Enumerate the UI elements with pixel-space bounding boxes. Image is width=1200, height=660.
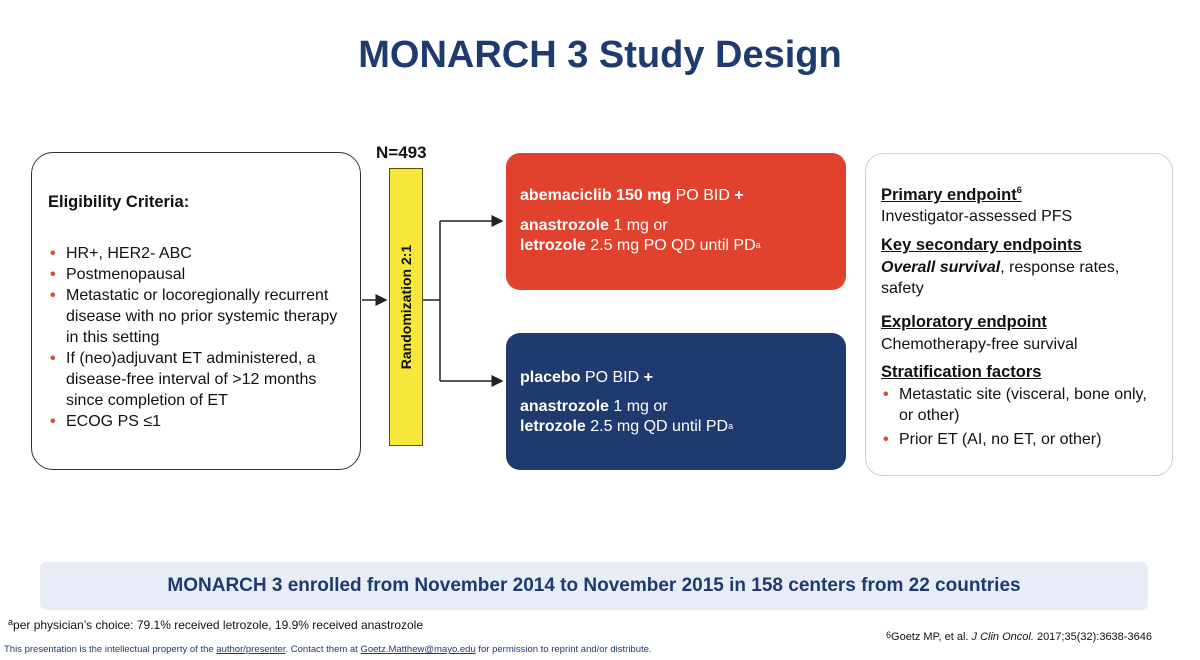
eligibility-item: • Postmenopausal xyxy=(50,266,186,283)
bullet-icon: • xyxy=(883,431,889,448)
bullet-icon: • xyxy=(50,287,56,304)
arm2-line1: placebo PO BID + xyxy=(520,369,653,386)
eligibility-heading: Eligibility Criteria: xyxy=(48,193,190,211)
bullet-icon: • xyxy=(883,386,889,403)
exploratory-endpoint-text: Chemotherapy-free survival xyxy=(881,336,1078,353)
bullet-icon: • xyxy=(50,266,56,283)
slide-title: MONARCH 3 Study Design xyxy=(358,34,842,76)
stratification-item: • Prior ET (AI, no ET, or other) xyxy=(883,431,1102,448)
randomization-label: Randomization 2:1 xyxy=(398,244,414,370)
eligibility-item: • HR+, HER2- ABC xyxy=(50,245,192,262)
ip-notice: This presentation is the intellectual property of the author/presenter. Contact them at Goetz.Matthew@mayo.edu for permission to reprint and/or distribute. xyxy=(4,644,652,655)
primary-endpoint-text: Investigator-assessed PFS xyxy=(881,208,1073,225)
email-link[interactable]: Goetz.Matthew@mayo.edu xyxy=(360,644,476,655)
citation: $^6$Goetz MP, et al. J Clin Oncol. 2017;35(32):3638-3646 xyxy=(886,630,1152,643)
sample-size-label: N=493 xyxy=(376,143,427,162)
treatment-arm-abemaciclib xyxy=(506,153,846,290)
eligibility-item: • ECOG PS ≤1 xyxy=(50,413,162,430)
secondary-endpoints-heading: Key secondary endpoints xyxy=(881,236,1082,254)
eligibility-item: • Metastatic or locoregionally recurrent disease with no prior systemic therapy in this setting xyxy=(50,287,338,346)
arm2-line2: anastrozole 1 mg or xyxy=(520,398,668,415)
stratification-heading: Stratification factors xyxy=(881,363,1042,381)
exploratory-endpoint-heading: Exploratory endpoint xyxy=(881,313,1047,331)
arm1-line2: anastrozole 1 mg or xyxy=(520,217,668,234)
bullet-icon: • xyxy=(50,350,56,367)
footnote: $^a$per physician’s choice: 79.1% received letrozole, 19.9% received anastrozole xyxy=(8,617,424,632)
arm1-line3: letrozole 2.5 mg PO QD until $PD^a$ xyxy=(520,237,761,254)
author-link[interactable]: author/presenter xyxy=(216,644,286,655)
treatment-arm-placebo xyxy=(506,333,846,470)
eligibility-item: • If (neo)adjuvant ET administered, a disease-free interval of >12 months since completion of ET xyxy=(50,350,317,409)
arm1-line1: abemaciclib 150 mg PO BID + xyxy=(520,187,744,204)
primary-endpoint-heading: Primary endpoint$^6$ xyxy=(881,185,1022,204)
enrollment-banner-text: MONARCH 3 enrolled from November 2014 to November 2015 in 158 centers from 22 countries xyxy=(167,575,1021,596)
stratification-item: • Metastatic site (visceral, bone only, or other) xyxy=(883,386,1147,424)
bullet-icon: • xyxy=(50,413,56,430)
secondary-endpoints-text: Overall survival, response rates, safety xyxy=(881,259,1120,297)
bullet-icon: • xyxy=(50,245,56,262)
stratification-list xyxy=(881,384,1161,450)
arm2-line3: letrozole 2.5 mg QD until $PD^a$ xyxy=(520,418,734,435)
